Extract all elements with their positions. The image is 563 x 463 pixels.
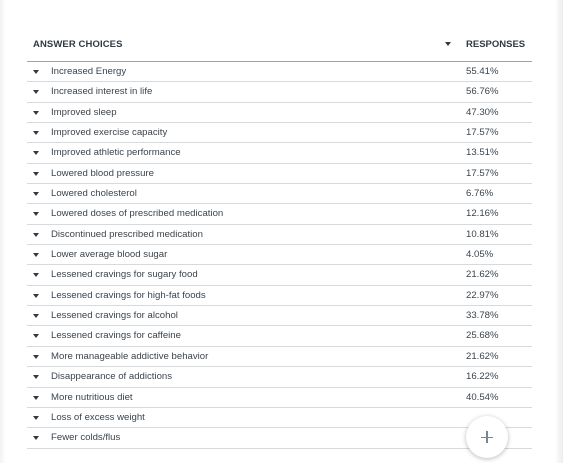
caret-down-icon[interactable]	[33, 436, 39, 440]
caret-down-icon[interactable]	[33, 90, 39, 94]
caret-down-icon[interactable]	[33, 375, 39, 379]
response-percentage: 25.68%	[466, 330, 499, 342]
caret-down-icon[interactable]	[33, 233, 39, 237]
table-row[interactable]	[27, 143, 532, 163]
table-row[interactable]	[27, 184, 532, 204]
answer-choice-label: More nutritious diet	[51, 391, 133, 403]
caret-down-icon[interactable]	[33, 253, 39, 257]
caret-down-icon[interactable]	[33, 111, 39, 115]
caret-down-icon[interactable]	[33, 151, 39, 155]
table-row[interactable]	[27, 367, 532, 387]
caret-down-icon[interactable]	[33, 70, 39, 74]
response-percentage: 10.81%	[466, 228, 499, 240]
panel-right-edge	[555, 0, 563, 463]
answer-choice-label: Lowered blood pressure	[51, 167, 154, 179]
response-percentage: 4.05%	[466, 249, 494, 261]
table-header	[27, 28, 532, 62]
response-percentage: 16.22%	[466, 371, 499, 383]
answer-choice-label: Improved sleep	[51, 106, 117, 118]
response-percentage: 47.30%	[466, 106, 499, 118]
caret-down-icon[interactable]	[33, 172, 39, 176]
caret-down-icon[interactable]	[33, 314, 39, 318]
answer-choice-label: Discontinued prescribed medication	[51, 228, 203, 240]
table-row[interactable]	[27, 388, 532, 408]
answer-choice-label: Improved athletic performance	[51, 147, 181, 159]
answer-choice-label: Lessened cravings for high-fat foods	[51, 289, 206, 301]
caret-down-icon[interactable]	[33, 334, 39, 338]
sort-caret-down-icon[interactable]	[445, 42, 451, 46]
response-percentage: 12.16%	[466, 208, 499, 220]
table-row[interactable]	[27, 306, 532, 326]
answer-choices-header: ANSWER CHOICES	[33, 39, 123, 50]
plus-icon-stroke	[486, 431, 487, 443]
response-percentage: 13.51%	[466, 147, 499, 159]
table-row[interactable]	[27, 408, 532, 428]
table-row[interactable]	[27, 103, 532, 123]
caret-down-icon[interactable]	[33, 131, 39, 135]
table-row[interactable]	[27, 428, 532, 448]
answer-choice-label: Loss of excess weight	[51, 411, 145, 423]
table-row[interactable]	[27, 225, 532, 245]
caret-down-icon[interactable]	[33, 355, 39, 359]
answer-choice-label: Improved exercise capacity	[51, 127, 168, 139]
panel-left-edge	[0, 0, 6, 463]
answer-choice-label: Increased Energy	[51, 66, 127, 77]
answer-choice-label: Lessened cravings for sugary food	[51, 269, 198, 281]
answer-choice-label: Increased interest in life	[51, 86, 153, 98]
response-percentage: 56.76%	[466, 86, 499, 98]
response-percentage: 21.62%	[466, 269, 499, 281]
table-row[interactable]	[27, 286, 532, 306]
caret-down-icon[interactable]	[33, 273, 39, 277]
table-row[interactable]	[27, 347, 532, 367]
results-table	[27, 28, 532, 449]
caret-down-icon[interactable]	[33, 212, 39, 216]
answer-choice-label: More manageable addictive behavior	[51, 350, 209, 362]
caret-down-icon[interactable]	[33, 396, 39, 400]
add-button[interactable]	[466, 416, 508, 458]
caret-down-icon[interactable]	[33, 294, 39, 298]
table-row[interactable]	[27, 62, 532, 82]
response-percentage: 21.62%	[466, 350, 499, 362]
table-body	[27, 62, 532, 449]
table-row[interactable]	[27, 164, 532, 184]
answer-choice-label: Fewer colds/flus	[51, 432, 121, 444]
table-row[interactable]	[27, 265, 532, 285]
response-percentage: 6.76%	[466, 188, 494, 200]
table-row[interactable]	[27, 326, 532, 346]
caret-down-icon[interactable]	[33, 192, 39, 196]
answer-choice-label: Lessened cravings for alcohol	[51, 310, 178, 322]
caret-down-icon[interactable]	[33, 416, 39, 420]
response-percentage: 22.97%	[466, 289, 499, 301]
answer-choice-label: Lowered cholesterol	[51, 188, 137, 200]
answer-choice-label: Lessened cravings for caffeine	[51, 330, 181, 342]
responses-header[interactable]: RESPONSES	[466, 39, 526, 50]
answer-choice-label: Lower average blood sugar	[51, 249, 168, 261]
table-row[interactable]	[27, 245, 532, 265]
response-percentage: 40.54%	[466, 391, 499, 403]
table-row[interactable]	[27, 123, 532, 143]
response-percentage: 17.57%	[466, 167, 499, 179]
answer-choice-label: Disappearance of addictions	[51, 371, 173, 383]
answer-choice-label: Lowered doses of prescribed medication	[51, 208, 224, 220]
response-percentage: 33.78%	[466, 310, 499, 322]
table-row[interactable]	[27, 82, 532, 102]
response-percentage: 17.57%	[466, 127, 499, 139]
response-percentage: 55.41%	[466, 66, 499, 77]
table-row[interactable]	[27, 204, 532, 224]
